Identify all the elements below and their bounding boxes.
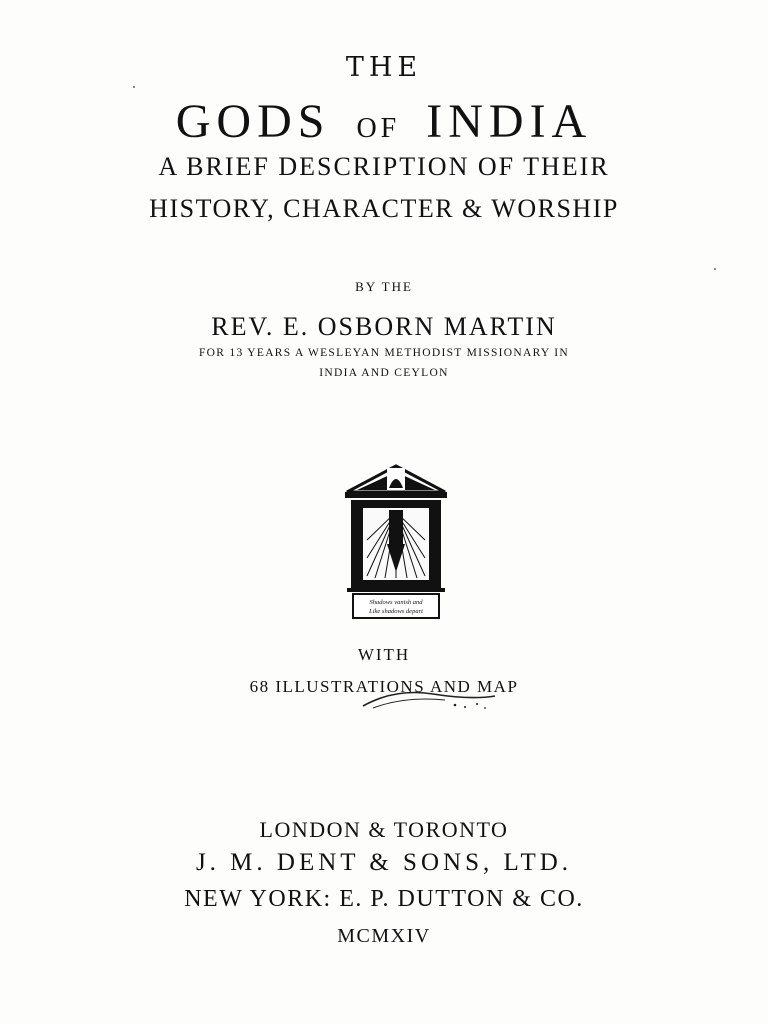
ink-scribble-mark <box>355 686 505 712</box>
imprint-us-publisher: NEW YORK: E. P. DUTTON & CO. <box>184 886 584 912</box>
subtitle-line-1: A BRIEF DESCRIPTION OF THEIR <box>158 152 610 181</box>
device-motto-line-2: Like shadows depart <box>369 608 423 615</box>
page-speck <box>133 86 135 88</box>
illustrations-note: 68 ILLUSTRATIONS AND MAP <box>249 677 519 696</box>
page-speck <box>714 268 716 270</box>
title-of: OF <box>356 113 401 144</box>
publisher-device-sundial-icon <box>343 462 449 622</box>
title-india: INDIA <box>426 95 593 148</box>
main-title <box>0 94 768 149</box>
author-name: REV. E. OSBORN MARTIN <box>211 312 557 341</box>
imprint-place: LONDON & TORONTO <box>259 817 509 842</box>
imprint-date: MCMXIV <box>337 925 431 947</box>
title-the: THE <box>345 52 423 83</box>
subtitle-line-2: HISTORY, CHARACTER & WORSHIP <box>149 194 619 223</box>
by-the-label: BY THE <box>355 279 413 294</box>
device-motto-line-1: Shadows vanish and <box>369 599 423 606</box>
imprint-publisher: J. M. DENT & SONS, LTD. <box>195 849 573 876</box>
title-gods: GODS <box>175 95 331 148</box>
author-description-line-2: INDIA AND CEYLON <box>319 367 449 379</box>
author-description-line-1: FOR 13 YEARS A WESLEYAN METHODIST MISSIONARY IN <box>198 347 570 359</box>
with-label: WITH <box>357 645 411 664</box>
